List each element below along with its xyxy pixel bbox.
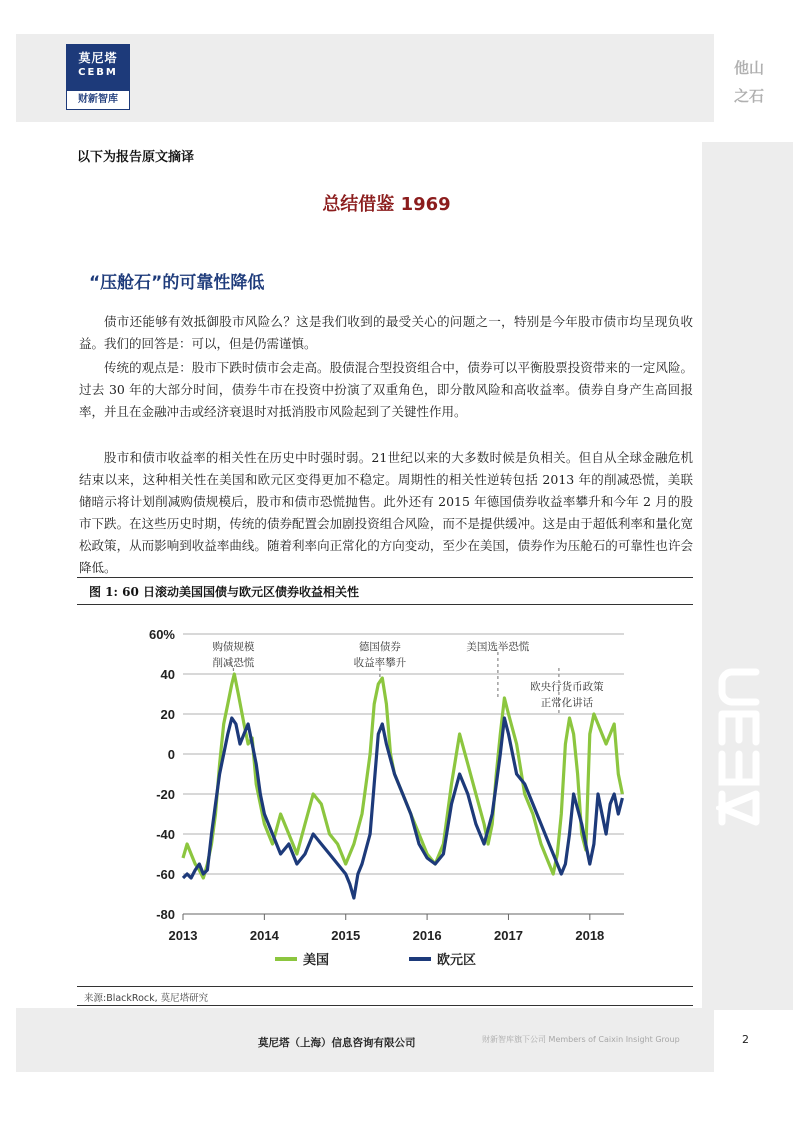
y-tick-label: 40 [160, 667, 175, 682]
figure-caption-rule [77, 604, 693, 605]
side-title-line2: 之石 [733, 87, 764, 105]
intro-label: 以下为报告原文摘译 [77, 150, 195, 165]
y-tick-label: 60% [148, 627, 175, 642]
legend-label: 欧元区 [437, 953, 477, 968]
figure-bottom-rule [77, 986, 693, 987]
annotation-label: 削减恐慌 [212, 657, 255, 669]
y-tick-label: -60 [156, 867, 175, 882]
annotation-label: 正常化讲话 [540, 697, 594, 709]
annotation-label: 美国选举恐慌 [466, 641, 530, 653]
page-number: 2 [742, 1033, 749, 1046]
figure-caption: 图 1: 60 日滚动美国国债与欧元区债券收益相关性 [89, 585, 360, 599]
cebm-watermark-icon [716, 666, 762, 826]
annotation-label: 德国债券 [358, 641, 401, 653]
footer-group: 财新智库旗下公司 Members of Caixin Insight Group [482, 1035, 680, 1044]
correlation-line-chart [117, 617, 637, 977]
x-tick-label: 2015 [331, 928, 361, 943]
x-tick-label: 2013 [168, 928, 198, 943]
y-tick-label: 20 [160, 707, 175, 722]
section-heading: “压舱石”的可靠性降低 [89, 273, 265, 293]
y-tick-label: -40 [156, 827, 175, 842]
logo-cn-text: 莫尼塔 [78, 51, 118, 65]
paragraph-1: 债市还能够有效抵御股市风险么？这是我们收到的最受关心的问题之一，特别是今年股市债市均呈现负收益。我们的回答是：可以，但是仍需谨慎。 [79, 314, 693, 351]
side-title-line1: 他山 [733, 59, 764, 77]
source-rule [77, 1005, 693, 1006]
y-tick-label: -20 [156, 787, 175, 802]
logo-sub-text: 财新智库 [66, 90, 130, 110]
annotation-label: 购债规模 [212, 641, 255, 653]
logo-en-text: CEBM [78, 67, 118, 78]
figure-top-rule [77, 577, 693, 578]
logo-top [66, 44, 130, 88]
x-tick-label: 2014 [249, 928, 279, 943]
source-note: 来源:BlackRock, 莫尼塔研究 [84, 993, 209, 1004]
report-title: 总结借鉴 1969 [322, 194, 451, 215]
x-tick-label: 2016 [412, 928, 442, 943]
annotation-label: 欧央行货币政策 [530, 681, 604, 693]
footer-company: 莫尼塔（上海）信息咨询有限公司 [258, 1037, 416, 1049]
annotation-label: 收益率攀升 [353, 657, 407, 669]
y-tick-label: -80 [156, 907, 175, 922]
y-tick-label: 0 [167, 747, 175, 762]
legend-label: 美国 [303, 953, 330, 968]
paragraph-2: 传统的观点是：股市下跌时债市会走高。股债混合型投资组合中，债券可以平衡股票投资带来的一定风险。过去 30 年的大部分时间，债券牛市在投资中扮演了双重角色，即分散风险和高收益率。债券自身产生高回报率，并且在金融冲击或经济衰退时对抵消股市风险起到了关键性作用。 [79, 360, 693, 419]
x-tick-label: 2018 [575, 928, 605, 943]
side-panel [702, 142, 793, 1010]
side-title [726, 54, 772, 110]
x-tick-label: 2017 [494, 928, 523, 943]
company-logo [66, 44, 130, 110]
paragraph-3: 股市和债市收益率的相关性在历史中时强时弱。21世纪以来的大多数时候是负相关。但自从全球金融危机结束以来，这种相关性在美国和欧元区变得更加不稳定。周期性的相关性逆转包括 2013 年的削减恐慌，美联储暗示将计划削减购债规模后，股市和债市恐慌抛售。此外还有 2015 年德国债券收益率攀升和今年 2 月的股市下跌。在这些历史时期，传统的债券配置会加剧投资组合风险，而不是提供缓冲。这是由于超低利率和量化宽松政策，从而影响到收益率曲线。随着利率向正常化的方向变动，至少在美国，债券作为压舱石的可靠性也许会降低。 [79, 450, 693, 575]
